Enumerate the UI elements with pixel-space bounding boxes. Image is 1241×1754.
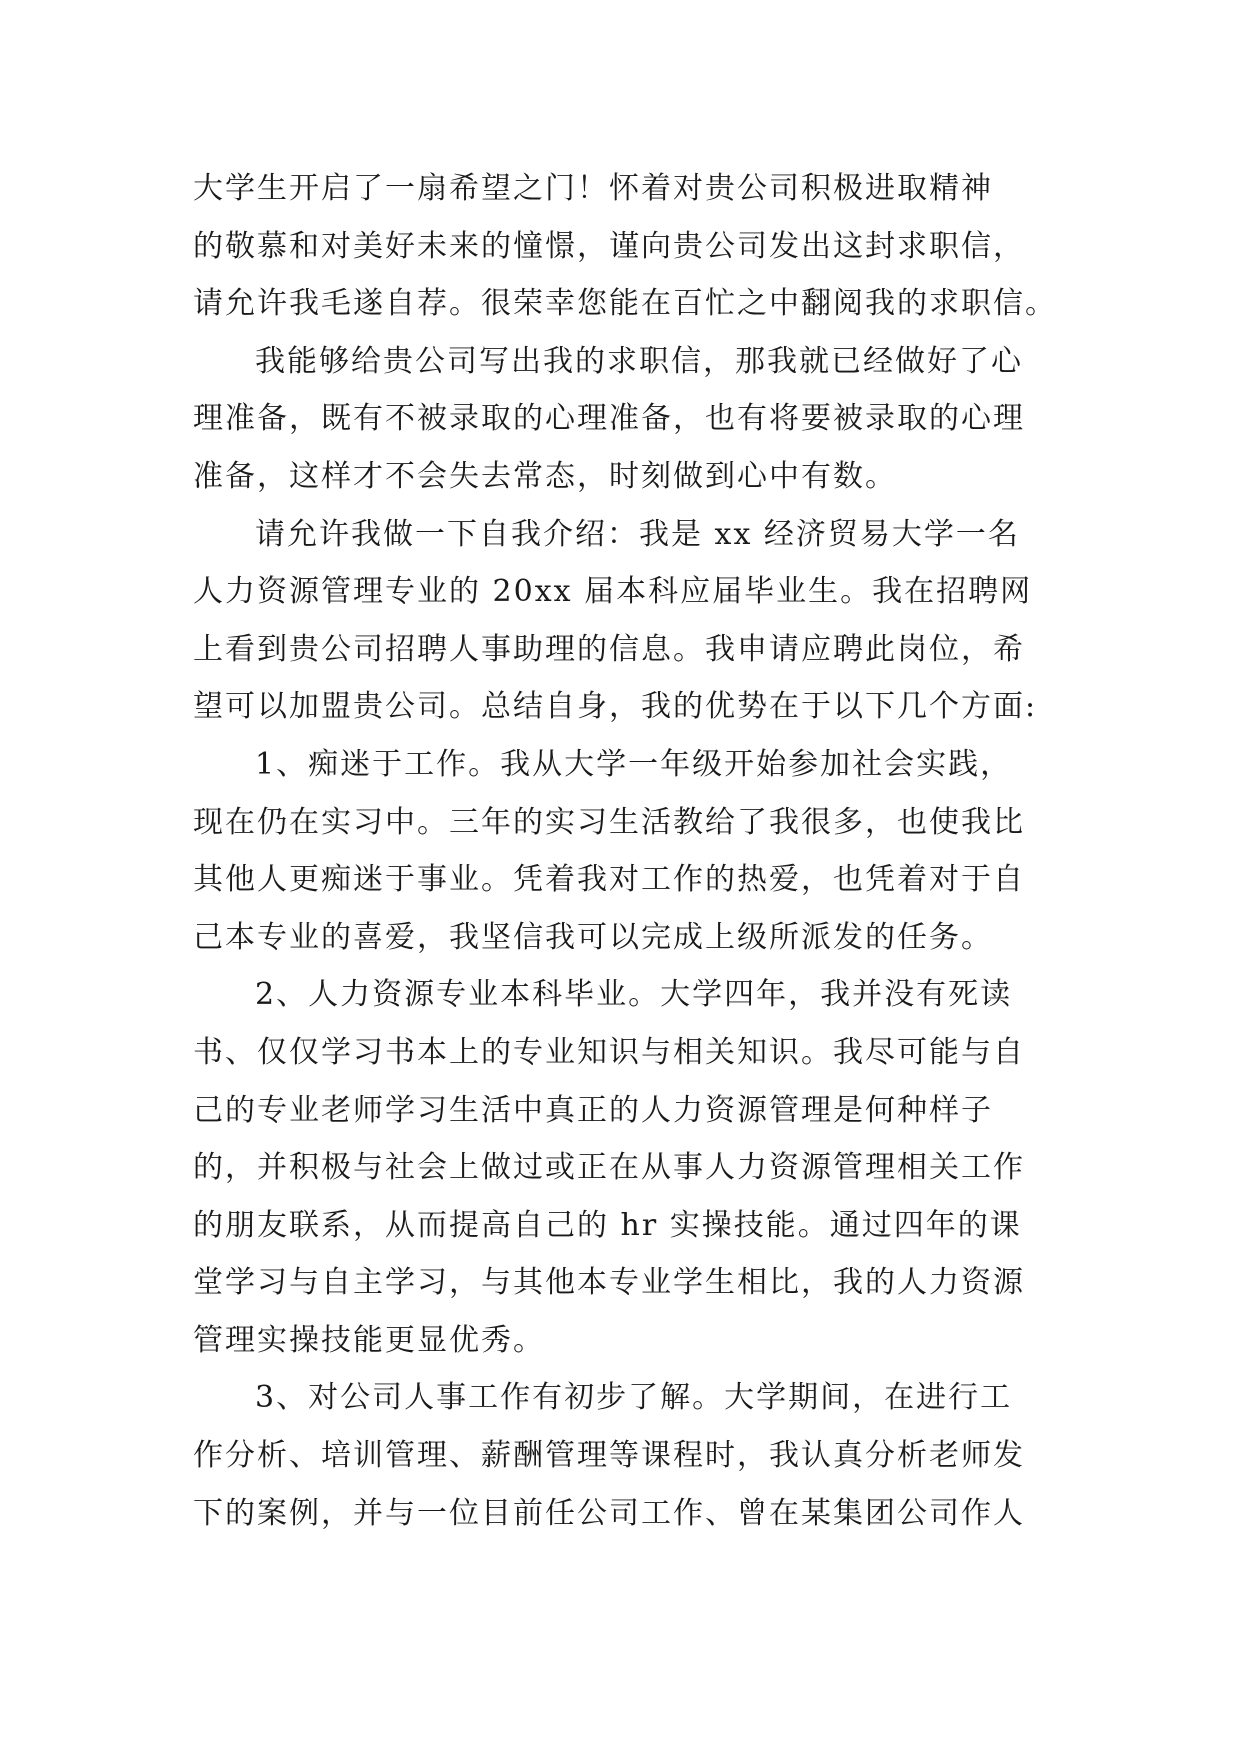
letter-body [193,160,1073,1542]
text-line: 2、人力资源专业本科毕业。大学四年，我并没有死读 [255,977,1013,1013]
text-line: 管理实操技能更显优秀。 [193,1322,545,1358]
text-line: 我能够给贵公司写出我的求职信，那我就已经做好了心 [255,343,1023,379]
text-line: 大学生开启了一扇希望之门！怀着对贵公司积极进取精神 [193,171,993,206]
text-line: 请允许我毛遂自荐。很荣幸您能在百忙之中翻阅我的求职信。 [193,286,1057,322]
text-line: 作分析、培训管理、薪酬管理等课程时，我认真分析老师发 [193,1438,1025,1474]
text-line: 上看到贵公司招聘人事助理的信息。我申请应聘此岗位，希 [193,631,1025,667]
text-line: 其他人更痴迷于事业。凭着我对工作的热爱，也凭着对于自 [193,862,1025,898]
text-line: 己本专业的喜爱，我坚信我可以完成上级所派发的任务。 [193,919,993,955]
text-line: 1、痴迷于工作。我从大学一年级开始参加社会实践， [255,746,1013,782]
text-line: 现在仍在实习中。三年的实习生活教给了我很多，也使我比 [193,804,1025,840]
text-line: 准备，这样才不会失去常态，时刻做到心中有数。 [193,458,897,494]
text-line: 的朋友联系，从而提高自己的 hr 实操技能。通过四年的课 [193,1207,1022,1243]
text-line: 书、仅仅学习书本上的专业知识与相关知识。我尽可能与自 [193,1034,1025,1070]
text-line: 望可以加盟贵公司。总结自身，我的优势在于以下几个方面: [193,689,1038,725]
text-line: 下的案例，并与一位目前任公司工作、曾在某集团公司作人 [193,1495,1025,1531]
text-line: 3、对公司人事工作有初步了解。大学期间，在进行工 [255,1380,1013,1416]
text-line: 人力资源管理专业的 20xx 届本科应届毕业生。我在招聘网 [193,574,1033,610]
text-line: 堂学习与自主学习，与其他本专业学生相比，我的人力资源 [193,1265,1025,1301]
text-line: 的，并积极与社会上做过或正在从事人力资源管理相关工作 [193,1150,1025,1186]
text-line: 请允许我做一下自我介绍：我是 xx 经济贸易大学一名 [255,516,1020,552]
text-line: 己的专业老师学习生活中真正的人力资源管理是何种样子 [193,1092,993,1128]
text-line: 理准备，既有不被录取的心理准备，也有将要被录取的心理 [193,401,1025,437]
text-line: 的敬慕和对美好未来的憧憬，谨向贵公司发出这封求职信， [193,228,1025,264]
